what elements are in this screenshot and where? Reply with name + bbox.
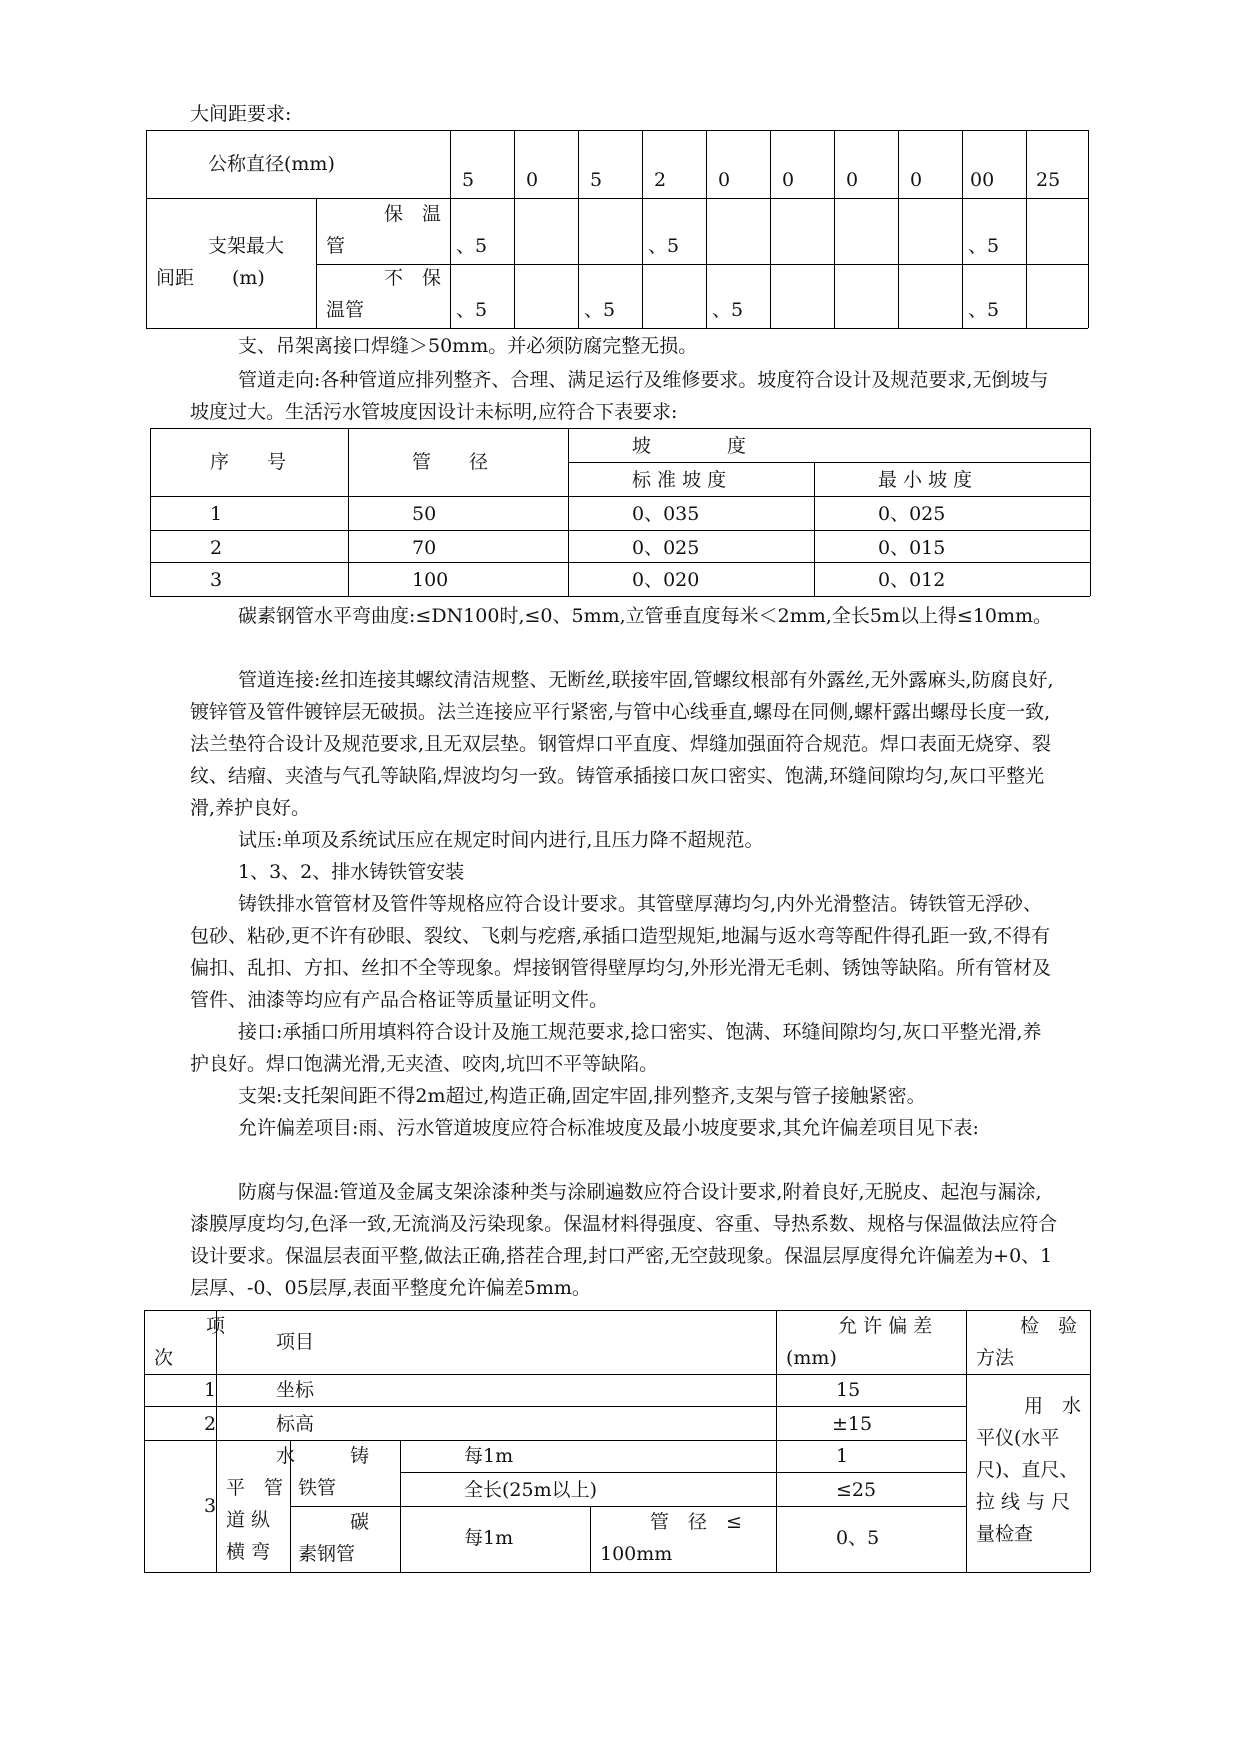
insulated-pipe-label: 保 温 [384, 203, 442, 225]
table-row: 水 [276, 1445, 296, 1467]
table-row: 0、020 [632, 569, 700, 591]
diameter-cell: 00 [970, 169, 995, 191]
spacing-cell: 、5 [968, 235, 1000, 257]
col-header-standard-slope: 标 准 坡 度 [632, 469, 727, 491]
table-row: 1 [836, 1445, 849, 1467]
spacing-cell: 、5 [712, 299, 744, 321]
table-row: 铸 [350, 1445, 370, 1467]
col-header-index: 次 [154, 1347, 174, 1369]
table-row: 铁管 [298, 1477, 337, 1499]
table-row: 横 弯 [226, 1541, 271, 1563]
paragraph-pipe-routing: 管道走向:各种管道应排列整齐、合理、满足运行及维修要求。坡度符合设计及规范要求,无倒坡与坡度过大。生活污水管坡度因设计未标明,应符合下表要求: [190, 369, 1049, 423]
table-row: ±15 [832, 1413, 873, 1435]
table-row: 100mm [600, 1543, 673, 1565]
col-header-slope: 坡 度 [632, 435, 747, 457]
table-row: 0、012 [878, 569, 946, 591]
col-header-method: 方法 [976, 1347, 1015, 1369]
paragraph-cast-iron: 铸铁排水管管材及管件等规格应符合设计要求。其管壁厚薄均匀,内外光滑整洁。铸铁管无浮砂、包砂、粘砂,更不许有砂眼、裂纹、飞刺与疙瘩,承插口造型规矩,地漏与返水弯等配件得孔距一致,不得有偏扣、乱扣、方扣、丝扣不全等现象。焊接钢管得壁厚均匀,外形光滑无毛刺、锈蚀等缺陷。所有管材及管件、油漆等均应有产品合格证等质量证明文件。 [190, 893, 1052, 1011]
col-header-min-slope: 最 小 坡 度 [878, 469, 973, 491]
table-row: 0、025 [878, 503, 946, 525]
table-row: 0、5 [836, 1527, 880, 1549]
spacing-cell: 、5 [648, 235, 680, 257]
support-spacing-label: 支架最大 [208, 235, 285, 257]
table-row: 全长(25m以上) [464, 1479, 598, 1501]
diameter-cell: 0 [846, 169, 859, 191]
table-row: 碳 [350, 1511, 370, 1533]
table-row: 1 [204, 1379, 217, 1401]
spacing-cell: 、5 [968, 299, 1000, 321]
table-row: 平 管 [226, 1477, 284, 1499]
section-subheading: 1、3、2、排水铸铁管安装 [238, 861, 465, 883]
table-row: 50 [412, 503, 437, 525]
table-row: 3 [210, 569, 223, 591]
paragraph-weld-distance: 支、吊架离接口焊缝＞50mm。并必须防腐完整无损。 [238, 335, 698, 357]
paragraph-tolerances: 允许偏差项目:雨、污水管道坡度应符合标准坡度及最小坡度要求,其允许偏差项目见下表: [238, 1117, 979, 1139]
table-row: 坐标 [276, 1379, 315, 1401]
paragraph-anticorrosion: 防腐与保温:管道及金属支架涂漆种类与涂刷遍数应符合设计要求,附着良好,无脱皮、起泡与漏涂,漆膜厚度均匀,色泽一致,无流淌及污染现象。保温材料得强度、容重、导热系数、规格与保温做法应符合设计要求。保温层表面平整,做法正确,搭茬合理,封口严密,无空鼓现象。保温层厚度得允许偏差为+0、1层厚、-0、05层厚,表面平整度允许偏差5mm。 [190, 1181, 1058, 1299]
spacing-cell: 、5 [584, 299, 616, 321]
diameter-cell: 2 [654, 169, 667, 191]
paragraph-supports: 支架:支托架间距不得2m超过,构造正确,固定牢固,排列整齐,支架与管子接触紧密。 [238, 1085, 926, 1107]
col-header-diameter: 管 径 [412, 451, 489, 473]
diameter-cell: 25 [1036, 169, 1061, 191]
table-row: 标高 [276, 1413, 315, 1435]
insulated-pipe-label: 管 [326, 235, 346, 257]
diameter-cell: 0 [526, 169, 539, 191]
diameter-cell: 0 [718, 169, 731, 191]
paragraph-joints: 接口:承插口所用填料符合设计及施工规范要求,捻口密实、饱满、环缝间隙均匀,灰口平整光滑,养护良好。焊口饱满光滑,无夹渣、咬肉,坑凹不平等缺陷。 [190, 1021, 1042, 1075]
table-row: 0、025 [632, 537, 700, 559]
spacing-cell: 、5 [456, 235, 488, 257]
diameter-cell: 5 [462, 169, 475, 191]
table-row: 1 [210, 503, 223, 525]
paragraph-pressure-test: 试压:单项及系统试压应在规定时间内进行,且压力降不超规范。 [238, 829, 764, 851]
support-spacing-unit: 间距 (m) [156, 267, 265, 289]
table-row: 0、015 [878, 537, 946, 559]
inspection-method: 量检查 [976, 1523, 1034, 1545]
table-row: 2 [204, 1413, 217, 1435]
table-row: 2 [210, 537, 223, 559]
table-row: 3 [204, 1495, 217, 1517]
table-row: 15 [836, 1379, 861, 1401]
inspection-method: 拉 线 与 尺 [976, 1491, 1071, 1513]
inspection-method: 平仪(水平 [976, 1427, 1060, 1449]
table-row: 管 径 ≤ [650, 1511, 742, 1533]
table-row: 100 [412, 569, 449, 591]
section-heading: 大间距要求: [190, 103, 292, 125]
inspection-method: 尺)、直尺、 [976, 1459, 1079, 1481]
diameter-cell: 0 [782, 169, 795, 191]
uninsulated-pipe-label: 不 保 [384, 267, 442, 289]
col-header-index: 项 [206, 1315, 226, 1337]
table-row: 每1m [464, 1527, 514, 1549]
col-header-tolerance: 允 许 偏 差 [838, 1315, 933, 1337]
spacing-cell: 、5 [456, 299, 488, 321]
uninsulated-pipe-label: 温管 [326, 299, 365, 321]
diameter-cell: 0 [910, 169, 923, 191]
col-header-item: 项目 [276, 1331, 315, 1353]
table-row: 0、035 [632, 503, 700, 525]
col-header-no: 序 号 [210, 451, 287, 473]
paragraph-pipe-connection: 管道连接:丝扣连接其螺纹清洁规整、无断丝,联接牢固,管螺纹根部有外露丝,无外露麻头,防腐良好,镀锌管及管件镀锌层无破损。法兰连接应平行紧密,与管中心线垂直,螺母在同侧,螺杆露出螺母长度一致,法兰垫符合设计及规范要求,且无双层垫。钢管焊口平直度、焊缝加强面符合规范。焊口表面无烧穿、裂纹、结瘤、夹渣与气孔等缺陷,焊波均匀一致。铸管承插接口灰口密实、饱满,环缝间隙均匀,灰口平整光滑,养护良好。 [190, 669, 1054, 819]
nominal-diameter-label: 公称直径(mm) [208, 153, 335, 175]
table-row: 素钢管 [298, 1543, 356, 1565]
diameter-cell: 5 [590, 169, 603, 191]
col-header-tolerance: (mm) [786, 1347, 837, 1369]
table-row: 每1m [464, 1445, 514, 1467]
inspection-method: 用 水 [1024, 1395, 1082, 1417]
table-row: 70 [412, 537, 437, 559]
table-row: ≤25 [836, 1479, 877, 1501]
col-header-method: 检 验 [1020, 1315, 1078, 1337]
table-row: 道 纵 [226, 1509, 271, 1531]
paragraph-bend-tolerance: 碳素钢管水平弯曲度:≤DN100时,≤0、5mm,立管垂直度每米＜2mm,全长5m以上得≤10mm。 [238, 605, 1053, 627]
